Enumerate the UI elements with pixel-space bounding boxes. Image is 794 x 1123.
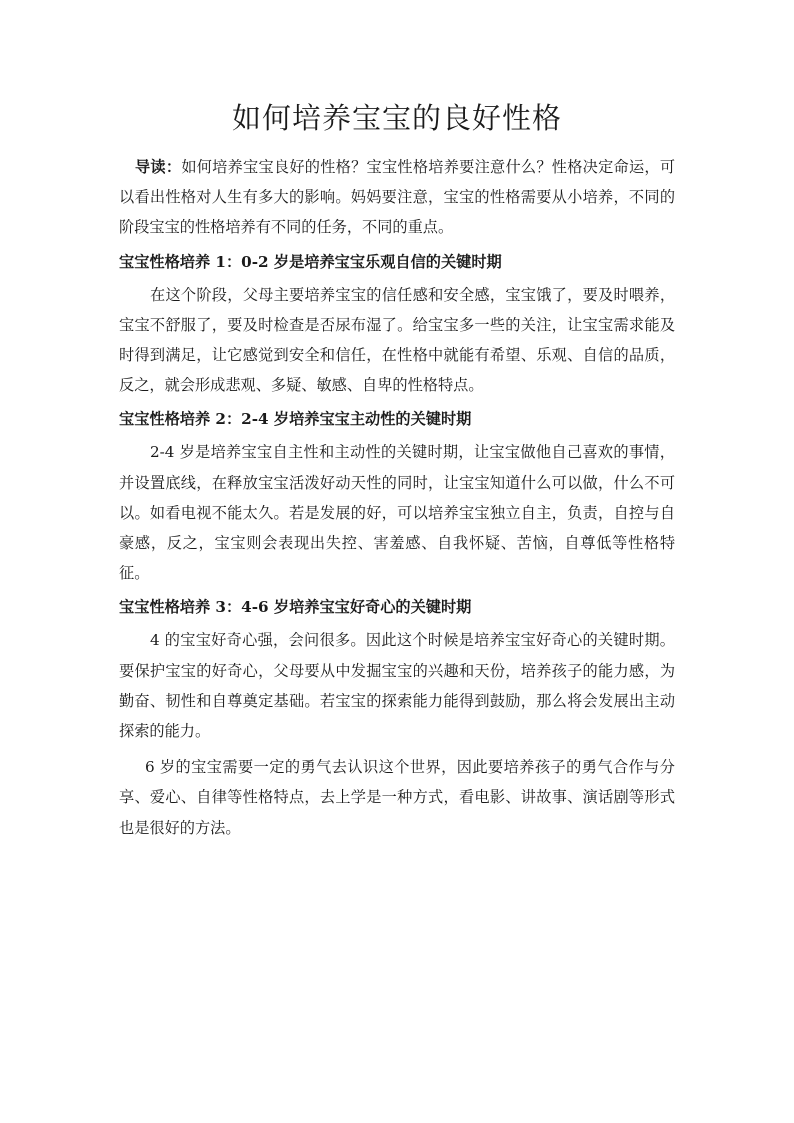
section-body-1: 在这个阶段，父母主要培养宝宝的信任感和安全感，宝宝饿了，要及时喂养，宝宝不舒服了，要及时检查是否尿布湿了。给宝宝多一些的关注，让宝宝需求能及时得到满足，让它感觉到安全和信任，在性格中就能有希望、乐观、自信的品质，反之，就会形成悲观、多疑、敏感、自卑的性格特点。 xyxy=(119,285,675,395)
section-2 xyxy=(119,404,675,588)
intro-paragraph xyxy=(119,152,675,243)
section-heading-3: 宝宝性格培养 3：4-6 岁培养宝宝好奇心的关键时期 xyxy=(119,598,472,617)
closing-paragraph: 6 岁的宝宝需要一定的勇气去认识这个世界，因此要培养孩子的勇气合作与分享、爱心、自律等性格特点，去上学是一种方式，看电影、讲故事、演话剧等形式也是很好的方法。 xyxy=(119,758,675,837)
section-heading-1: 宝宝性格培养 1：0-2 岁是培养宝宝乐观自信的关键时期 xyxy=(119,252,502,271)
page-title: 如何培养宝宝的良好性格 xyxy=(231,101,562,135)
section-1 xyxy=(119,247,675,401)
section-body-2: 2-4 岁是培养宝宝自主性和主动性的关键时期，让宝宝做他自己喜欢的事情，并设置底线，在释放宝宝活泼好动天性的同时，让宝宝知道什么可以做，什么不可以。如看电视不能太久。若是发展的好，可以培养宝宝独立自主，负责，自控与自豪感，反之，宝宝则会表现出失控、害羞感、自我怀疑、苦恼，自尊低等性格特征。 xyxy=(119,443,675,583)
section-heading-2: 宝宝性格培养 2：2-4 岁培养宝宝主动性的关键时期 xyxy=(119,410,472,429)
section-body-3: 4 的宝宝好奇心强，会问很多。因此这个时候是培养宝宝好奇心的关键时期。要保护宝宝的好奇心，父母要从中发掘宝宝的兴趣和天份，培养孩子的能力感，为勤奋、韧性和自尊奠定基础。若宝宝的探索能力能得到鼓励，那么将会发展出主动探索的能力。 xyxy=(119,631,675,741)
intro-label: 导读： xyxy=(135,158,182,176)
intro-text: 如何培养宝宝良好的性格？宝宝性格培养要注意什么？性格决定命运，可以看出性格对人生有多大的影响。妈妈要注意，宝宝的性格需要从小培养，不同的阶段宝宝的性格培养有不同的任务，不同的重点。 xyxy=(119,158,676,237)
section-3 xyxy=(119,592,675,746)
document-page xyxy=(119,96,675,843)
